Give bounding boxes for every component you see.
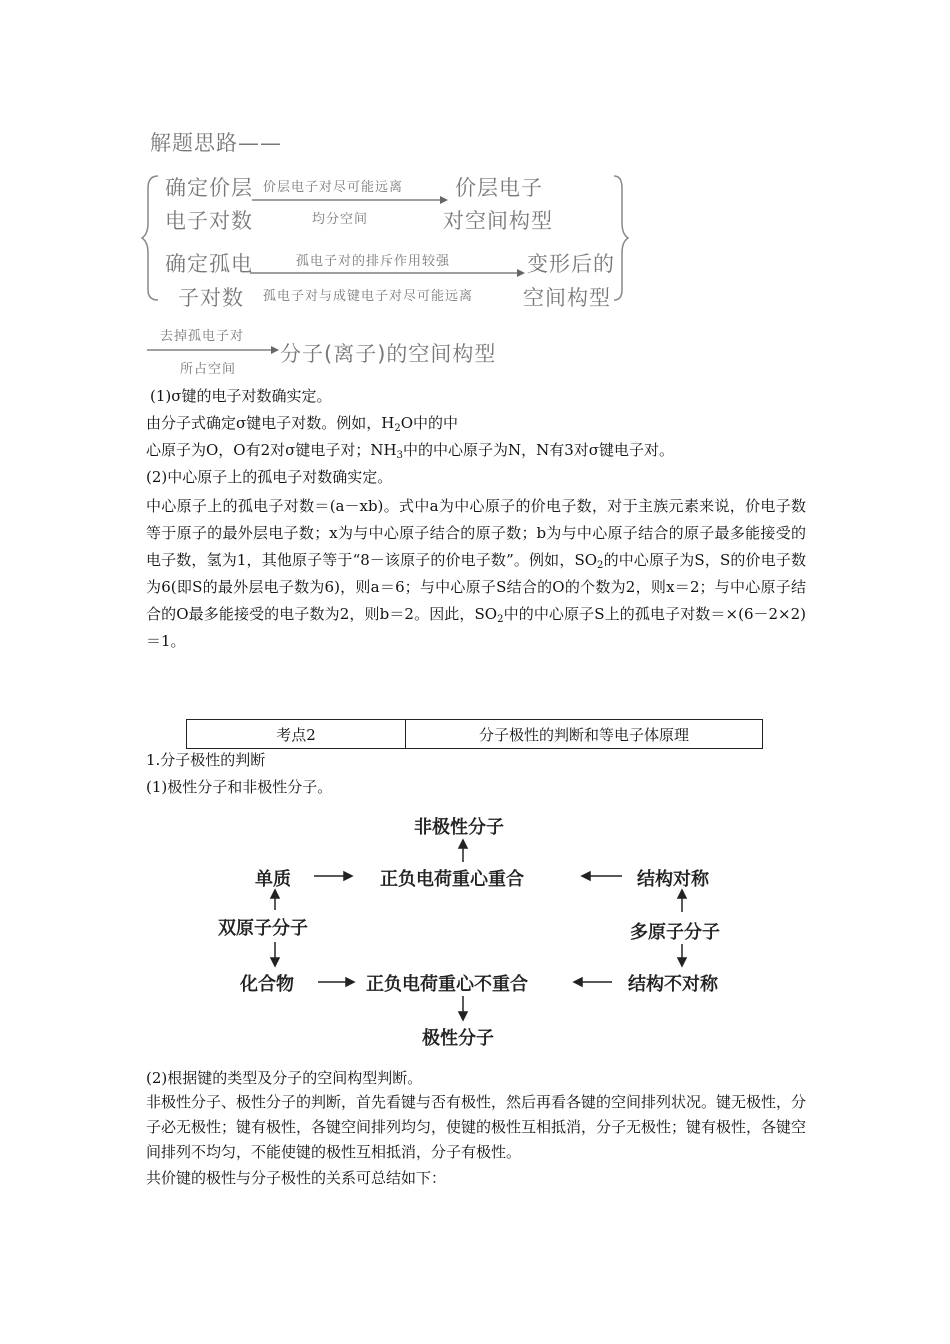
topic-number: 考点2 — [187, 720, 406, 749]
node-asymmetric: 结构不对称 — [628, 974, 718, 995]
box1-line1: 确定价层 — [165, 176, 253, 200]
paragraph-summary-intro: 共价键的极性与分子极性的关系可总结如下： — [146, 1169, 447, 1187]
paragraph-lone-pair-formula: 中心原子上的孤电子对数＝(a－xb)。式中a为中心原子的价电子数，对于主族元素来说，价电子数等于原子的最外层电子数；x为与中心原子结合的原子数；b为与中心原子结合的原子最多能接受的电子数，氢为1，其他原子等于“8－该原子的价电子数”。例如，$SO_2$的中心原子为S，S的价电子数为6(即S的最外层电子数为6)，则a＝6；与中心原子S结合的O的个数为2，则x＝2；与中心原子结合的O最多能接受的电子数为2，则b＝2。因此，$SO_2$中的中心原子S上的孤电子对数＝×(6－2×2)＝1。 — [146, 497, 807, 650]
heading-judge-by-bond: (2)根据键的类型及分子的空间构型判断。 — [146, 1069, 423, 1087]
arrow1-bottom-label: 均分空间 — [312, 212, 369, 227]
node-polar-molecule: 极性分子 — [422, 1028, 494, 1049]
node-compound: 化合物 — [240, 974, 294, 995]
box2-line2: 子对数 — [178, 286, 244, 310]
paragraph-lone-pair-heading: (2)中心原子上的孤电子对数确实定。 — [146, 468, 393, 486]
result2-line1: 变形后的 — [527, 252, 615, 276]
paragraph-sigma-heading: (1)σ键的电子对数确实定。 — [150, 387, 332, 405]
paragraph-sigma-detail: 心原子为O，O有2对σ键电子对；$NH_3$中的中心原子为N，N有3对σ键电子对。 — [146, 441, 675, 461]
node-charge-not-coincide: 正负电荷重心不重合 — [366, 974, 528, 995]
node-symmetric: 结构对称 — [637, 869, 709, 890]
arrow1-top-label: 价层电子对尽可能远离 — [263, 180, 404, 195]
box1-line2: 电子对数 — [165, 209, 253, 233]
result2-line2: 空间构型 — [523, 286, 611, 310]
final-result: 分子(离子)的空间构型 — [280, 342, 497, 366]
flow-title: 解题思路—— — [150, 131, 282, 155]
heading-polar-nonpolar: (1)极性分子和非极性分子。 — [146, 778, 333, 796]
result1-line1: 价层电子 — [455, 176, 543, 200]
result1-line2: 对空间构型 — [443, 209, 553, 233]
arrow3-bottom-label: 所占空间 — [180, 362, 237, 377]
node-diatomic: 双原子分子 — [218, 918, 308, 939]
topic-title: 分子极性的判断和等电子体原理 — [406, 720, 763, 749]
arrow2-top-label: 孤电子对的排斥作用较强 — [296, 254, 451, 269]
box2-line1: 确定孤电 — [165, 252, 253, 276]
paragraph-sigma-example: 由分子式确定σ键电子对数。例如，$H_2O$中的中 — [146, 414, 459, 434]
heading-polarity: 1.分子极性的判断 — [146, 751, 266, 769]
paragraph-judge-by-bond: 非极性分子、极性分子的判断，首先看键与否有极性，然后再看各键的空间排列状况。键无极性，分子必无极性；键有极性，各键空间排列均匀，使键的极性互相抵消，分子无极性；键有极性，各键空间排列不均匀，不能使键的极性互相抵消，分子有极性。 — [146, 1093, 807, 1161]
arrow2-bottom-label: 孤电子对与成键电子对尽可能远离 — [263, 289, 474, 304]
node-charge-coincide: 正负电荷重心重合 — [380, 869, 524, 890]
node-polyatomic: 多原子分子 — [630, 922, 720, 943]
node-element: 单质 — [255, 869, 291, 890]
arrow3-top-label: 去掉孤电子对 — [160, 329, 245, 344]
node-nonpolar-molecule: 非极性分子 — [414, 817, 504, 838]
